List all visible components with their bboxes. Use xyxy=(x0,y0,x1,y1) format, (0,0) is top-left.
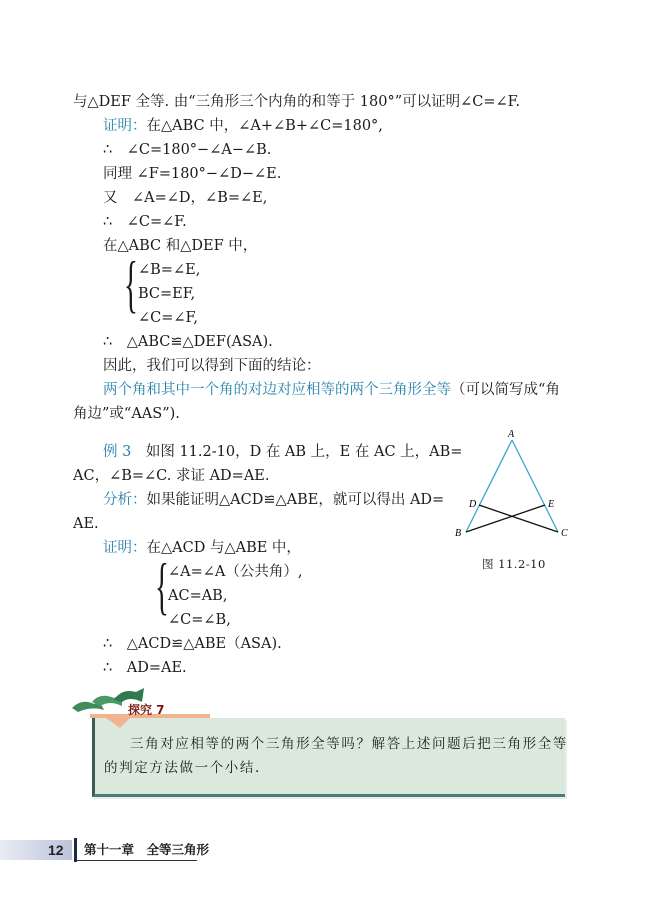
footer-divider xyxy=(74,838,77,862)
figure-caption: 图 11.2-10 xyxy=(482,557,546,571)
explore-text-line-2: 的判定方法做一个小结. xyxy=(104,760,261,776)
example-text: 如图 11.2-10，D 在 AB 上，E 在 AC 上，AB= xyxy=(145,444,463,460)
proof-line-1 xyxy=(103,116,383,136)
brace-symbol: { xyxy=(124,248,138,319)
system-2-row-3: ∠C=∠B, xyxy=(168,612,231,628)
text-line-intro: 与△DEF 全等. 由“三角形三个内角的和等于 180°”可以证明∠C=∠F. xyxy=(73,94,521,110)
proof-line-3: 同理 ∠F=180°−∠D−∠E. xyxy=(103,166,282,182)
example-line-1 xyxy=(103,442,462,462)
system-1-row-3: ∠C=∠F, xyxy=(138,310,198,326)
example-line-2: AC，∠B=∠C. 求证 AD=AE. xyxy=(73,468,270,484)
theorem-line-1 xyxy=(103,380,560,400)
proof2-text: 在△ACD 与△ABE 中， xyxy=(146,540,301,556)
proof-line-2: ∴ ∠C=180°−∠A−∠B. xyxy=(103,142,272,158)
label-a: A xyxy=(508,429,515,440)
analysis-label: 分析： xyxy=(103,492,147,508)
proof2-label: 证明： xyxy=(103,540,147,556)
proof-label: 证明： xyxy=(103,118,147,134)
proof2-conclusion-1: ∴ △ACD≌△ABE（ASA). xyxy=(103,636,282,652)
system-1-row-1: ∠B=∠E, xyxy=(138,262,201,278)
system-2-row-1: ∠A=∠A（公共角）, xyxy=(168,564,303,580)
theorem-line-2: 角边”或“AAS”). xyxy=(73,406,180,422)
footer-underline xyxy=(77,860,197,861)
label-e: E xyxy=(548,499,555,510)
explore-text-line-1: 三角对应相等的两个三角形全等吗？解答上述问题后把三角形全等 xyxy=(130,736,568,752)
proof-line-5: ∴ ∠C=∠F. xyxy=(103,214,187,230)
proof2-conclusion-2: ∴ AD=AE. xyxy=(103,660,187,676)
example-label: 例 3 xyxy=(103,444,132,460)
proof-line-6: 在△ABC 和△DEF 中， xyxy=(103,238,258,254)
proof-conclusion: ∴ △ABC≌△DEF(ASA). xyxy=(103,334,273,350)
system-1-row-2: BC=EF, xyxy=(138,286,196,302)
theorem-highlight: 两个角和其中一个角的对边对应相等的两个三角形全等 xyxy=(103,382,451,398)
system-2-row-2: AC=AB, xyxy=(168,588,228,604)
analysis-line-2: AE. xyxy=(73,516,99,532)
theorem-note: （可以简写成“角 xyxy=(451,382,560,398)
label-c: C xyxy=(561,528,568,539)
brace-symbol: { xyxy=(155,550,169,621)
label-d: D xyxy=(469,499,477,510)
page-number: 12 xyxy=(48,842,64,858)
analysis-text: 如果能证明△ACD≌△ABE，就可以得出 AD= xyxy=(146,492,445,508)
proof-line-4: 又 ∠A=∠D，∠B=∠E, xyxy=(103,190,268,206)
chapter-title: 第十一章 全等三角形 xyxy=(84,842,210,857)
proof-text: 在△ABC 中，∠A+∠B+∠C=180°, xyxy=(146,118,383,134)
explore-badge: 探究 7 xyxy=(128,703,165,717)
label-b: B xyxy=(455,528,462,539)
proof2-line-1 xyxy=(103,538,301,558)
analysis-line-1 xyxy=(103,490,444,510)
text-therefore: 因此，我们可以得到下面的结论： xyxy=(103,358,321,374)
